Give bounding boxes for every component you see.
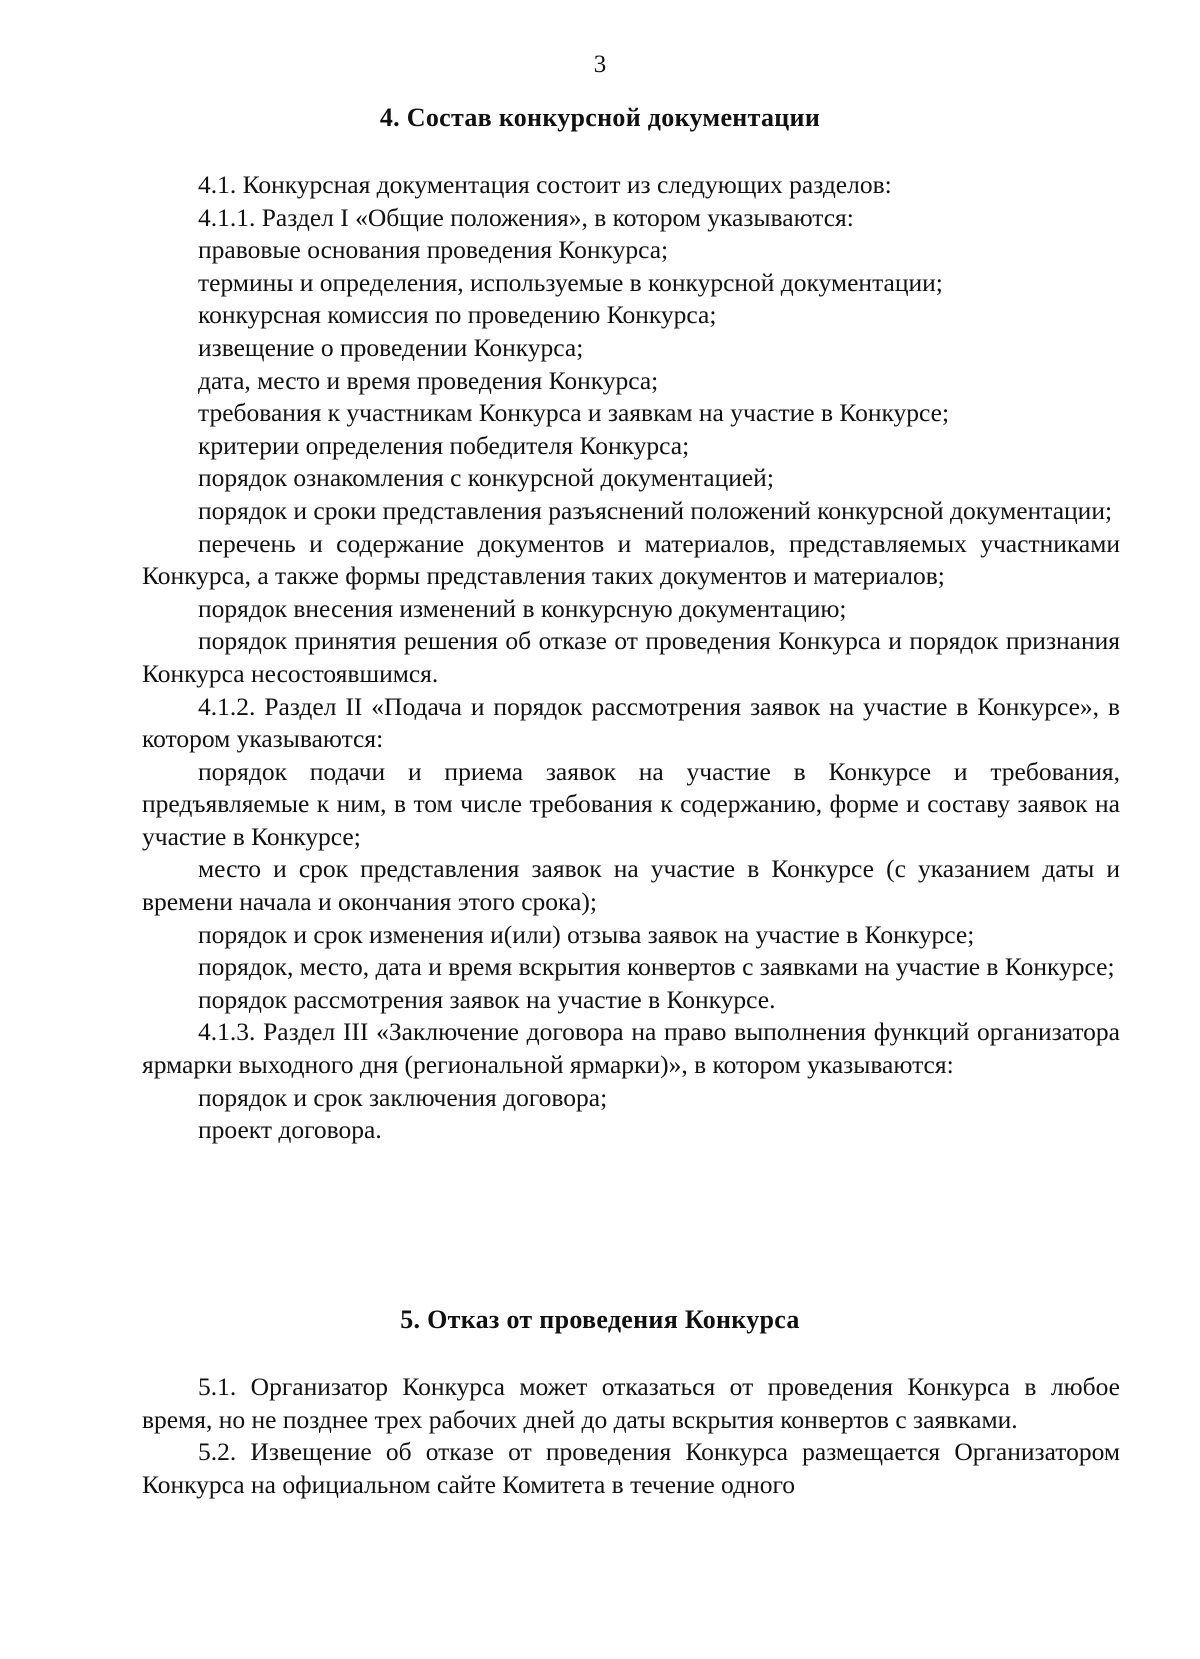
paragraph: порядок принятия решения об отказе от проведения Конкурса и порядок признания Конкурса несостоявшимся. bbox=[142, 626, 1120, 688]
section-5-body bbox=[142, 1371, 1120, 1501]
paragraph: порядок рассмотрения заявок на участие в Конкурсе. bbox=[198, 984, 776, 1014]
paragraph: 5.2. Извещение об отказе от проведения Конкурса размещается Организатором Конкурса на официальном сайте Комитета в течение одного bbox=[142, 1437, 1120, 1499]
paragraph: правовые основания проведения Конкурса; bbox=[198, 235, 669, 265]
paragraph: порядок подачи и приема заявок на участие в Конкурсе и требования, предъявляемые к ним, в том числе требования к содержанию, форме и составу заявок на участие в Конкурсе; bbox=[142, 756, 1120, 851]
page-number: 3 bbox=[593, 51, 607, 78]
paragraph: перечень и содержание документов и материалов, представляемых участниками Конкурса, а также формы представления таких документов и материалов; bbox=[142, 528, 1120, 591]
paragraph: дата, место и время проведения Конкурса; bbox=[198, 365, 659, 395]
paragraph: 4.1. Конкурсная документация состоит из следующих разделов: bbox=[198, 170, 892, 199]
paragraph: порядок и сроки представления разъяснений положений конкурсной документации; bbox=[198, 495, 1113, 525]
paragraph: 4.1.3. Раздел III «Заключение договора на право выполнения функций организатора ярмарки выходного дня (региональной ярмарки)», в котором указываются: bbox=[142, 1017, 1120, 1080]
paragraph: термины и определения, используемые в конкурсной документации; bbox=[198, 267, 943, 297]
paragraph: порядок и срок заключения договора; bbox=[198, 1082, 608, 1112]
paragraph: критерии определения победителя Конкурса; bbox=[198, 430, 690, 460]
paragraph: проект договора. bbox=[198, 1115, 382, 1145]
section-5-title: 5. Отказ от проведения Конкурса bbox=[400, 1305, 800, 1334]
paragraph: извещение о проведении Конкурса; bbox=[198, 332, 584, 362]
paragraph: порядок внесения изменений в конкурсную документацию; bbox=[198, 593, 847, 623]
paragraph: порядок и срок изменения и(или) отзыва заявок на участие в Конкурсе; bbox=[198, 919, 975, 949]
paragraph: 5.1. Организатор Конкурса может отказаться от проведения Конкурса в любое время, но не позднее трех рабочих дней до даты вскрытия конвертов с заявками. bbox=[142, 1372, 1120, 1434]
paragraph: порядок ознакомления с конкурсной документацией; bbox=[198, 463, 774, 493]
paragraph: конкурсная комиссия по проведению Конкурса; bbox=[198, 300, 717, 330]
section-4-title: 4. Состав конкурсной документации bbox=[379, 103, 821, 132]
paragraph: 4.1.1. Раздел I «Общие положения», в котором указываются: bbox=[198, 202, 854, 232]
paragraph: место и срок представления заявок на участие в Конкурсе (с указанием даты и времени начала и окончания этого срока); bbox=[142, 854, 1120, 917]
paragraph: порядок, место, дата и время вскрытия конвертов с заявками на участие в Конкурсе; bbox=[198, 952, 1115, 982]
paragraph: 4.1.2. Раздел II «Подача и порядок рассмотрения заявок на участие в Конкурсе», в котором указываются: bbox=[142, 691, 1120, 754]
paragraph: требования к участникам Конкурса и заявкам на участие в Конкурсе; bbox=[198, 398, 950, 428]
section-4-body bbox=[142, 169, 1120, 1147]
